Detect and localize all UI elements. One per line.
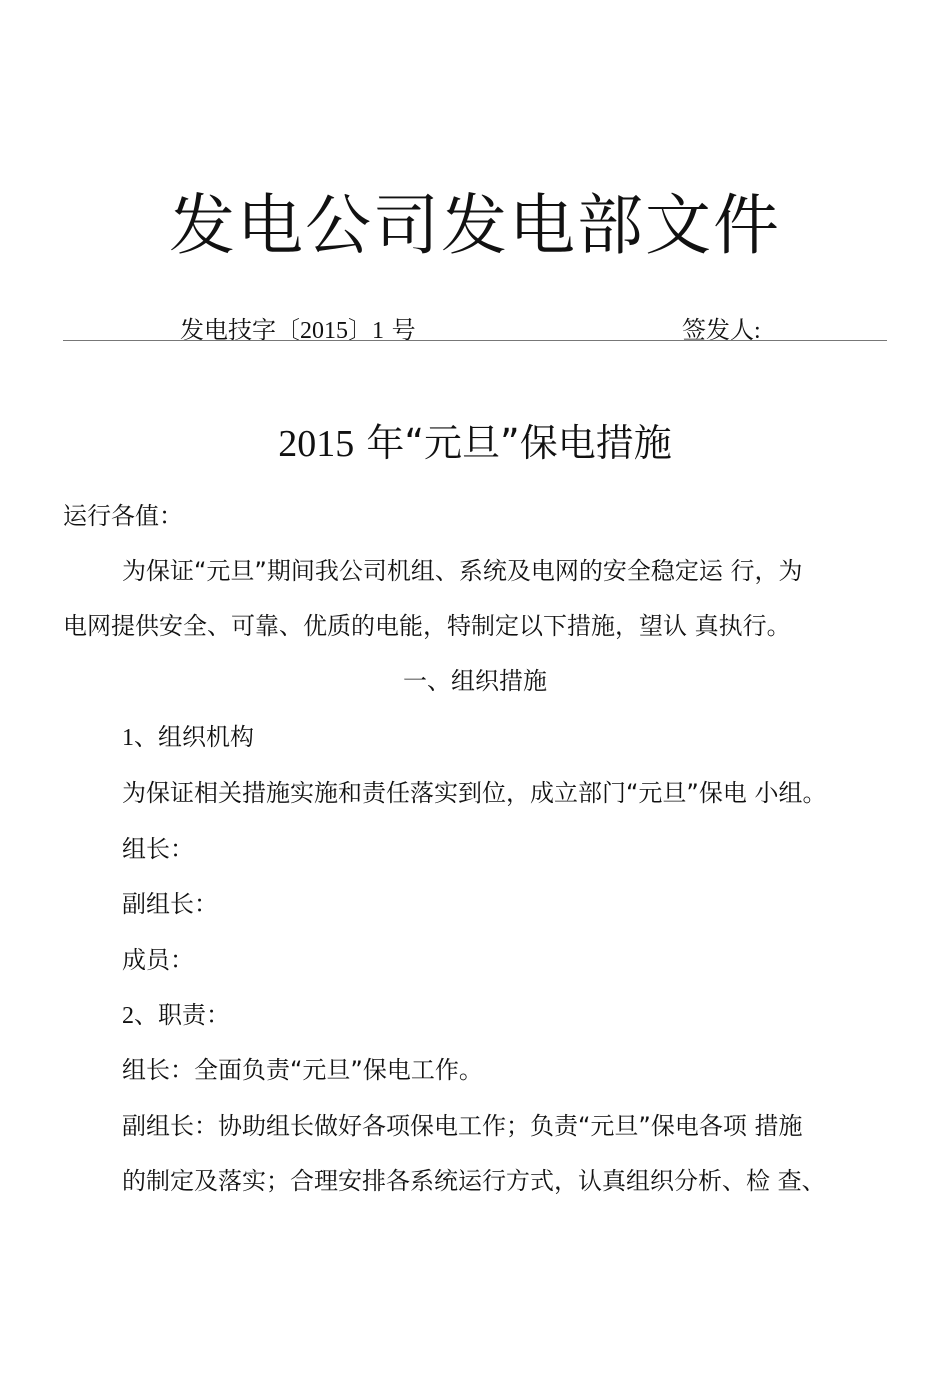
intro-paragraph-line2: 电网提供安全、可靠、优质的电能，特制定以下措施，望认 真执行。 bbox=[63, 612, 791, 640]
doc-number-prefix: 发电技字 bbox=[180, 316, 276, 344]
issuer-label: 签发人 bbox=[682, 316, 754, 344]
document-title bbox=[0, 412, 950, 467]
item1-number: 1 bbox=[122, 725, 134, 751]
organization-paragraph: 为保证相关措施实施和责任落实到位，成立部门“元旦”保电 小组。 bbox=[122, 779, 827, 807]
item2-text: 、职责： bbox=[134, 1001, 230, 1029]
item2-number: 2 bbox=[122, 1003, 134, 1029]
deputy-leader-label: 副组长： bbox=[122, 890, 218, 918]
item1-text: 、组织机构 bbox=[134, 723, 254, 751]
title-year: 2015 bbox=[278, 423, 355, 465]
item-heading-organization bbox=[122, 721, 254, 754]
header-divider bbox=[63, 340, 887, 341]
org-header-title: 发电公司发电部文件 bbox=[169, 187, 781, 264]
title-text: 年“元旦”保电措施 bbox=[354, 421, 672, 465]
members-label: 成员： bbox=[122, 946, 194, 974]
doc-number-suffix: 号 bbox=[384, 316, 416, 344]
addressee: 运行各值： bbox=[63, 502, 183, 530]
leader-duty: 组长：全面负责“元旦”保电工作。 bbox=[122, 1056, 483, 1084]
doc-number-body: 〔2015〕1 bbox=[276, 318, 384, 344]
deputy-duty-line2: 的制定及落实；合理安排各系统运行方式，认真组织分析、检 查、 bbox=[122, 1167, 826, 1195]
issuer-colon: : bbox=[754, 318, 761, 344]
intro-paragraph-line1: 为保证“元旦”期间我公司机组、系统及电网的安全稳定运 行，为 bbox=[122, 557, 803, 585]
item-heading-duties bbox=[122, 999, 230, 1032]
leader-label: 组长： bbox=[122, 835, 194, 863]
deputy-duty-line1: 副组长：协助组长做好各项保电工作；负责“元旦”保电各项 措施 bbox=[122, 1112, 803, 1140]
section-heading: 一、组织措施 bbox=[403, 667, 547, 695]
